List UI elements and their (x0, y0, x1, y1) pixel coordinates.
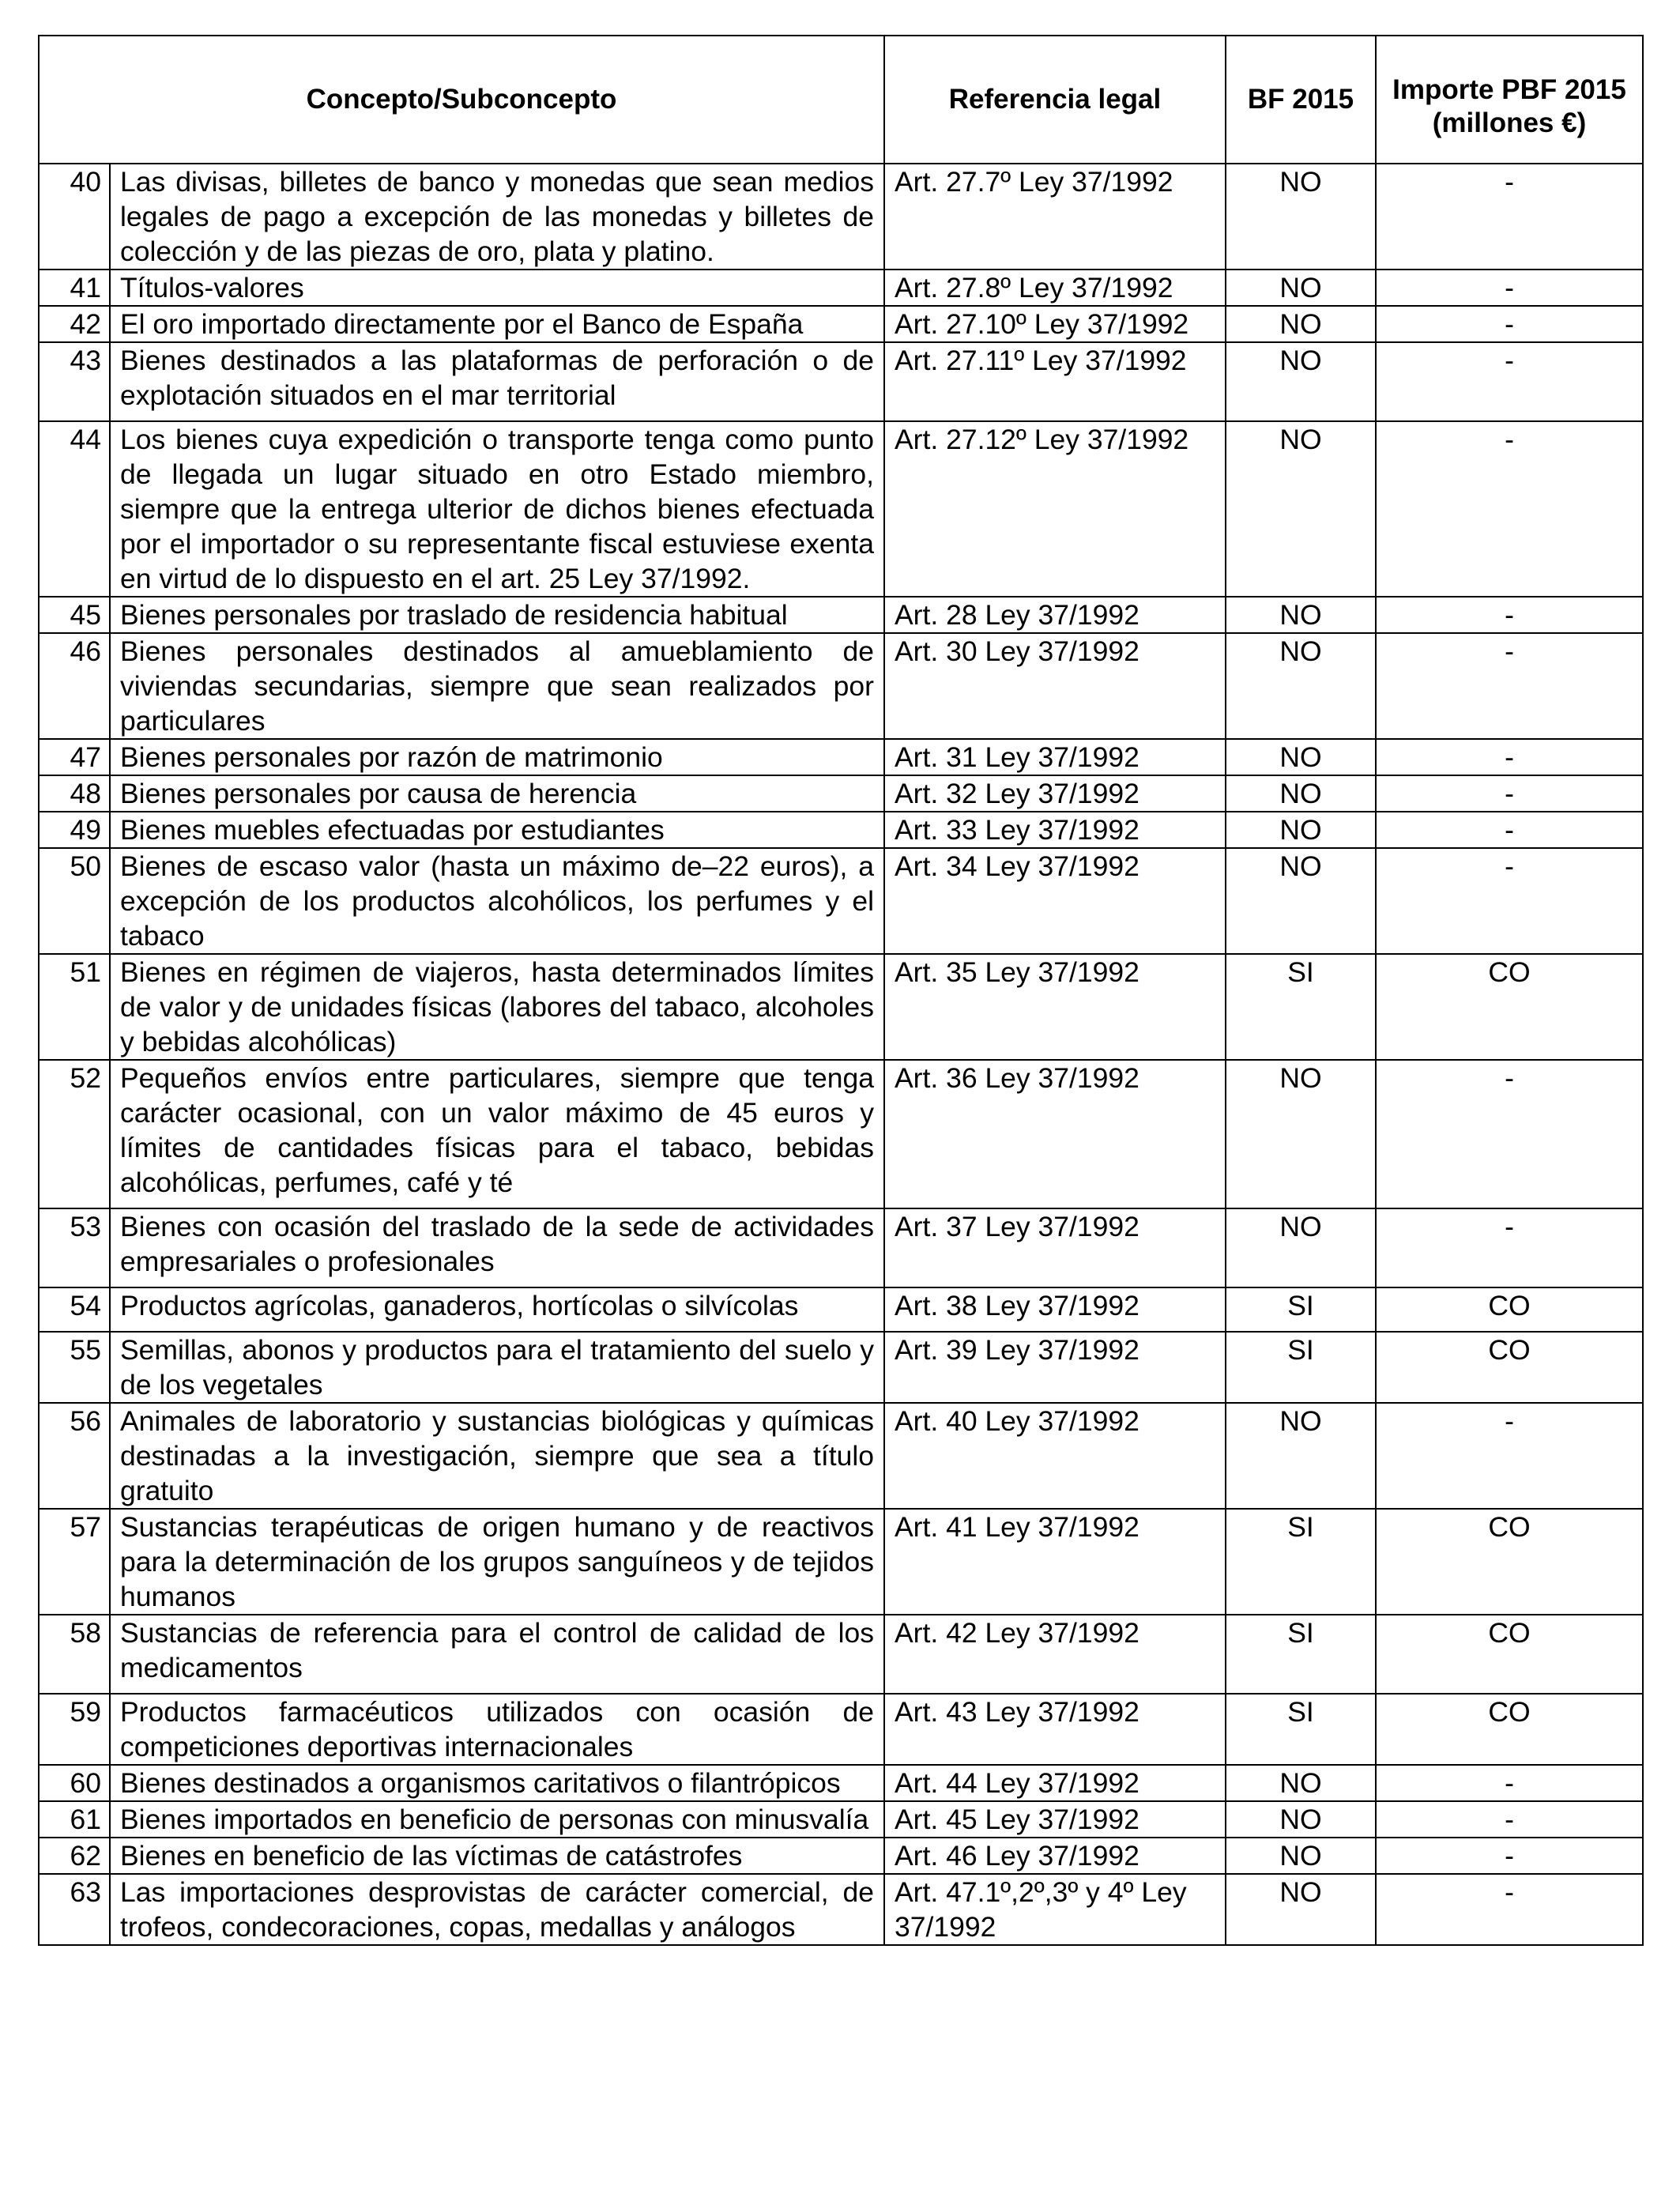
legal-reference-cell: Art. 27.7º Ley 37/1992 (884, 164, 1226, 270)
table-header-row (39, 36, 1643, 164)
bf-2015-cell: NO (1226, 306, 1376, 342)
bf-2015-cell: NO (1226, 1838, 1376, 1874)
table-row (39, 1060, 1643, 1208)
concept-cell: Bienes personales por traslado de residencia habitual (110, 597, 884, 633)
table-row (39, 812, 1643, 848)
table-row (39, 775, 1643, 812)
table-row (39, 1765, 1643, 1801)
table-row (39, 306, 1643, 342)
document-page (38, 35, 1642, 1946)
concept-cell: Bienes destinados a organismos caritativos o filantrópicos (110, 1765, 884, 1801)
table-row (39, 1615, 1643, 1694)
amount-cell: CO (1376, 1694, 1643, 1765)
concept-cell: Sustancias de referencia para el control de calidad de los medicamentos (110, 1615, 884, 1694)
row-number: 60 (39, 1765, 110, 1801)
amount-cell: - (1376, 1801, 1643, 1838)
concept-cell: Bienes con ocasión del traslado de la sede de actividades empresariales o profesionales (110, 1208, 884, 1287)
bf-2015-cell: NO (1226, 633, 1376, 739)
table-row (39, 164, 1643, 270)
bf-2015-cell: SI (1226, 954, 1376, 1060)
amount-cell: - (1376, 421, 1643, 597)
amount-cell: - (1376, 306, 1643, 342)
bf-2015-cell: NO (1226, 739, 1376, 775)
concept-cell: Bienes importados en beneficio de personas con minusvalía (110, 1801, 884, 1838)
legal-reference-cell: Art. 42 Ley 37/1992 (884, 1615, 1226, 1694)
row-number: 62 (39, 1838, 110, 1874)
bf-2015-cell: SI (1226, 1509, 1376, 1615)
bf-2015-cell: NO (1226, 597, 1376, 633)
table-row (39, 342, 1643, 421)
bf-2015-cell: NO (1226, 164, 1376, 270)
legal-reference-cell: Art. 27.10º Ley 37/1992 (884, 306, 1226, 342)
amount-cell: CO (1376, 1287, 1643, 1332)
bf-2015-cell: NO (1226, 1208, 1376, 1287)
row-number: 61 (39, 1801, 110, 1838)
table-row (39, 1509, 1643, 1615)
concept-cell: Productos farmacéuticos utilizados con ocasión de competiciones deportivas internacionales (110, 1694, 884, 1765)
bf-2015-cell: NO (1226, 342, 1376, 421)
amount-cell: - (1376, 164, 1643, 270)
row-number: 52 (39, 1060, 110, 1208)
legal-reference-cell: Art. 33 Ley 37/1992 (884, 812, 1226, 848)
legal-reference-cell: Art. 43 Ley 37/1992 (884, 1694, 1226, 1765)
bf-2015-cell: NO (1226, 848, 1376, 954)
amount-cell: - (1376, 775, 1643, 812)
concept-cell: Las importaciones desprovistas de carácter comercial, de trofeos, condecoraciones, copas, medallas y análogos (110, 1874, 884, 1945)
bf-2015-cell: SI (1226, 1287, 1376, 1332)
legal-reference-cell: Art. 38 Ley 37/1992 (884, 1287, 1226, 1332)
row-number: 63 (39, 1874, 110, 1945)
amount-cell: - (1376, 1838, 1643, 1874)
concept-cell: Animales de laboratorio y sustancias biológicas y químicas destinadas a la investigación, siempre que sea a título gratuito (110, 1403, 884, 1509)
amount-cell: - (1376, 633, 1643, 739)
legal-reference-cell: Art. 47.1º,2º,3º y 4º Ley 37/1992 (884, 1874, 1226, 1945)
row-number: 41 (39, 270, 110, 306)
amount-cell: - (1376, 1403, 1643, 1509)
legal-reference-cell: Art. 39 Ley 37/1992 (884, 1332, 1226, 1403)
concept-cell: Los bienes cuya expedición o transporte tenga como punto de llegada un lugar situado en otro Estado miembro, siempre que la entrega ulterior de dichos bienes efectuada por el importador o su representante fiscal estuviese exenta en virtud de lo dispuesto en el art. 25 Ley 37/1992. (110, 421, 884, 597)
amount-cell: - (1376, 812, 1643, 848)
concept-cell: Sustancias terapéuticas de origen humano y de reactivos para la determinación de los grupos sanguíneos y de tejidos humanos (110, 1509, 884, 1615)
header-amount-pbf-2015: Importe PBF 2015 (millones €) (1376, 36, 1643, 164)
legal-reference-cell: Art. 27.8º Ley 37/1992 (884, 270, 1226, 306)
header-concept: Concepto/Subconcepto (39, 36, 884, 164)
bf-2015-cell: NO (1226, 421, 1376, 597)
amount-cell: CO (1376, 954, 1643, 1060)
row-number: 53 (39, 1208, 110, 1287)
bf-2015-cell: NO (1226, 1801, 1376, 1838)
row-number: 48 (39, 775, 110, 812)
bf-2015-cell: NO (1226, 1403, 1376, 1509)
concept-cell: Bienes en beneficio de las víctimas de catástrofes (110, 1838, 884, 1874)
row-number: 59 (39, 1694, 110, 1765)
legal-reference-cell: Art. 28 Ley 37/1992 (884, 597, 1226, 633)
row-number: 44 (39, 421, 110, 597)
table-row (39, 1208, 1643, 1287)
row-number: 54 (39, 1287, 110, 1332)
concept-cell: Las divisas, billetes de banco y monedas que sean medios legales de pago a excepción de las monedas y billetes de colección y de las piezas de oro, plata y platino. (110, 164, 884, 270)
table-row (39, 1287, 1643, 1332)
concept-cell: Bienes personales por causa de herencia (110, 775, 884, 812)
tax-benefits-table (38, 35, 1644, 1946)
row-number: 47 (39, 739, 110, 775)
legal-reference-cell: Art. 34 Ley 37/1992 (884, 848, 1226, 954)
table-row (39, 1874, 1643, 1945)
legal-reference-cell: Art. 31 Ley 37/1992 (884, 739, 1226, 775)
table-row (39, 1403, 1643, 1509)
table-row (39, 739, 1643, 775)
concept-cell: Pequeños envíos entre particulares, siempre que tenga carácter ocasional, con un valor máximo de 45 euros y límites de cantidades físicas para el tabaco, bebidas alcohólicas, perfumes, café y té (110, 1060, 884, 1208)
header-bf-2015: BF 2015 (1226, 36, 1376, 164)
legal-reference-cell: Art. 36 Ley 37/1992 (884, 1060, 1226, 1208)
bf-2015-cell: SI (1226, 1615, 1376, 1694)
row-number: 43 (39, 342, 110, 421)
row-number: 51 (39, 954, 110, 1060)
legal-reference-cell: Art. 32 Ley 37/1992 (884, 775, 1226, 812)
row-number: 46 (39, 633, 110, 739)
concept-cell: Bienes muebles efectuadas por estudiantes (110, 812, 884, 848)
row-number: 49 (39, 812, 110, 848)
concept-cell: Bienes destinados a las plataformas de perforación o de explotación situados en el mar territorial (110, 342, 884, 421)
row-number: 58 (39, 1615, 110, 1694)
amount-cell: CO (1376, 1509, 1643, 1615)
bf-2015-cell: NO (1226, 1765, 1376, 1801)
amount-cell: - (1376, 1874, 1643, 1945)
concept-cell: Productos agrícolas, ganaderos, hortícolas o silvícolas (110, 1287, 884, 1332)
amount-cell: CO (1376, 1332, 1643, 1403)
table-row (39, 1332, 1643, 1403)
row-number: 55 (39, 1332, 110, 1403)
table-body (39, 164, 1643, 1945)
concept-cell: El oro importado directamente por el Banco de España (110, 306, 884, 342)
table-row (39, 421, 1643, 597)
concept-cell: Bienes en régimen de viajeros, hasta determinados límites de valor y de unidades físicas (labores del tabaco, alcoholes y bebidas alcohólicas) (110, 954, 884, 1060)
amount-cell: - (1376, 597, 1643, 633)
legal-reference-cell: Art. 40 Ley 37/1992 (884, 1403, 1226, 1509)
legal-reference-cell: Art. 35 Ley 37/1992 (884, 954, 1226, 1060)
table-row (39, 1838, 1643, 1874)
table-row (39, 848, 1643, 954)
legal-reference-cell: Art. 45 Ley 37/1992 (884, 1801, 1226, 1838)
concept-cell: Bienes de escaso valor (hasta un máximo de–22 euros), a excepción de los productos alcohólicos, los perfumes y el tabaco (110, 848, 884, 954)
amount-cell: - (1376, 1060, 1643, 1208)
bf-2015-cell: SI (1226, 1332, 1376, 1403)
concept-cell: Bienes personales por razón de matrimonio (110, 739, 884, 775)
bf-2015-cell: NO (1226, 812, 1376, 848)
legal-reference-cell: Art. 46 Ley 37/1992 (884, 1838, 1226, 1874)
legal-reference-cell: Art. 27.11º Ley 37/1992 (884, 342, 1226, 421)
concept-cell: Bienes personales destinados al amueblamiento de viviendas secundarias, siempre que sean realizados por particulares (110, 633, 884, 739)
header-legal-reference: Referencia legal (884, 36, 1226, 164)
legal-reference-cell: Art. 30 Ley 37/1992 (884, 633, 1226, 739)
row-number: 57 (39, 1509, 110, 1615)
table-row (39, 954, 1643, 1060)
row-number: 50 (39, 848, 110, 954)
table-row (39, 1694, 1643, 1765)
table-row (39, 270, 1643, 306)
amount-cell: CO (1376, 1615, 1643, 1694)
legal-reference-cell: Art. 44 Ley 37/1992 (884, 1765, 1226, 1801)
legal-reference-cell: Art. 27.12º Ley 37/1992 (884, 421, 1226, 597)
amount-cell: - (1376, 342, 1643, 421)
bf-2015-cell: NO (1226, 1874, 1376, 1945)
row-number: 40 (39, 164, 110, 270)
legal-reference-cell: Art. 41 Ley 37/1992 (884, 1509, 1226, 1615)
table-row (39, 1801, 1643, 1838)
concept-cell: Títulos-valores (110, 270, 884, 306)
bf-2015-cell: NO (1226, 270, 1376, 306)
row-number: 56 (39, 1403, 110, 1509)
concept-cell: Semillas, abonos y productos para el tratamiento del suelo y de los vegetales (110, 1332, 884, 1403)
legal-reference-cell: Art. 37 Ley 37/1992 (884, 1208, 1226, 1287)
bf-2015-cell: NO (1226, 775, 1376, 812)
amount-cell: - (1376, 1208, 1643, 1287)
row-number: 45 (39, 597, 110, 633)
amount-cell: - (1376, 848, 1643, 954)
row-number: 42 (39, 306, 110, 342)
amount-cell: - (1376, 1765, 1643, 1801)
bf-2015-cell: SI (1226, 1694, 1376, 1765)
amount-cell: - (1376, 739, 1643, 775)
amount-cell: - (1376, 270, 1643, 306)
table-row (39, 597, 1643, 633)
table-row (39, 633, 1643, 739)
bf-2015-cell: NO (1226, 1060, 1376, 1208)
